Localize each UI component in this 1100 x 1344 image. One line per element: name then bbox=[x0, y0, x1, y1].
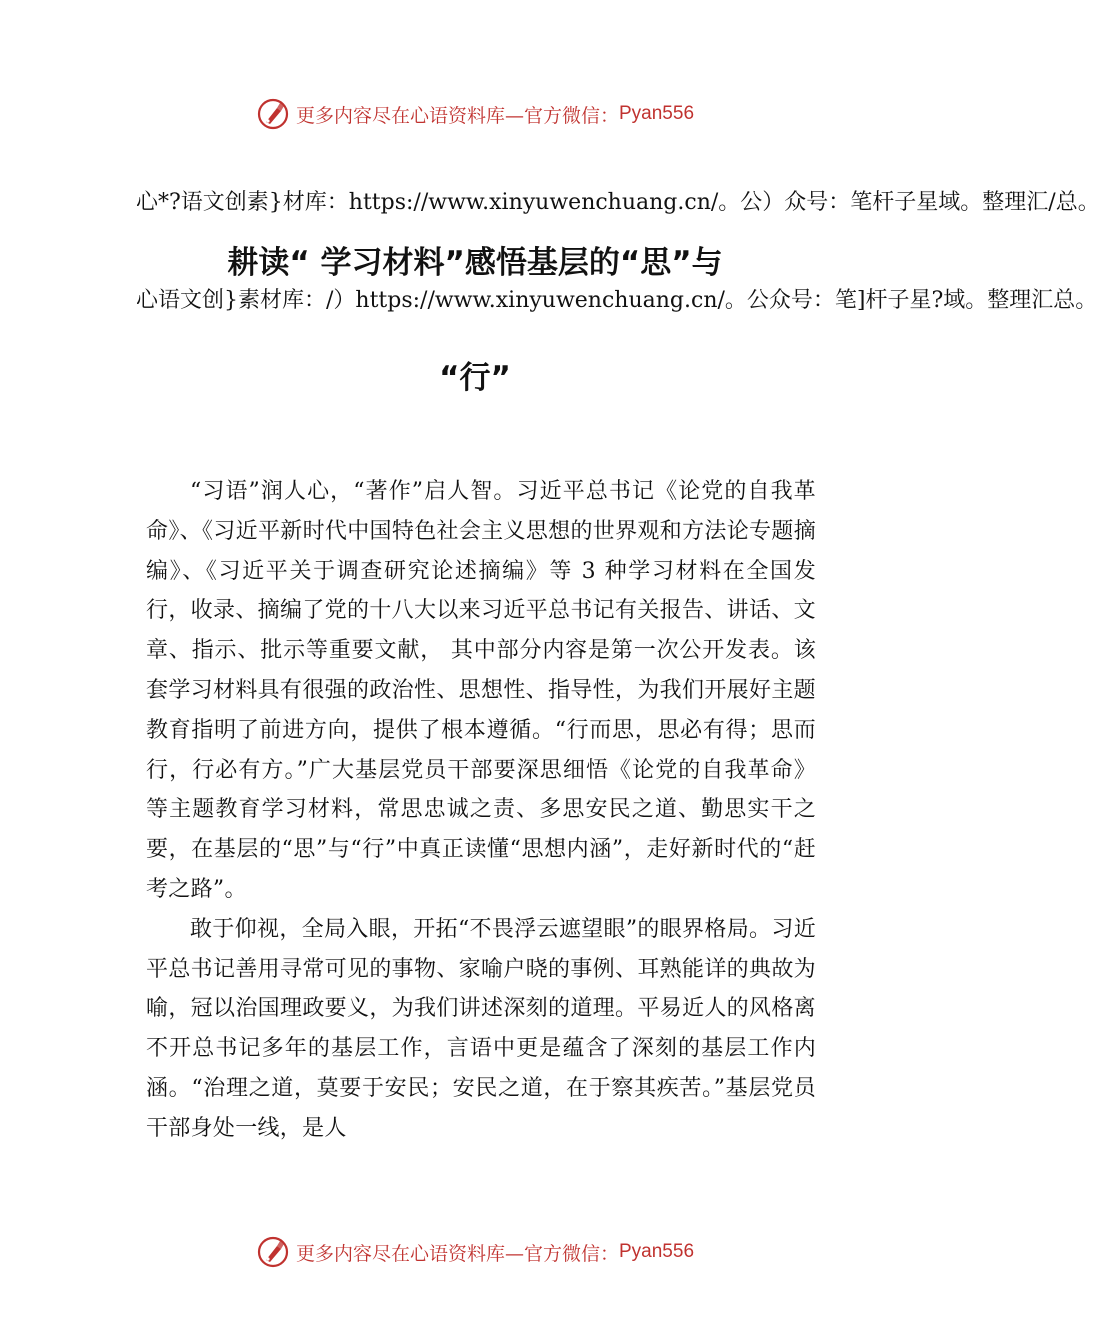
banner-text: 更多内容尽在心语资料库—官方微信： bbox=[295, 1242, 619, 1265]
document-body bbox=[146, 472, 816, 1149]
body-paragraph: 敢于仰视，全局入眼，开拓“不畏浮云遮望眼”的眼界格局。习近平总书记善用寻常可见的事物、家喻户晓的事例、耳熟能详的典故为喻，冠以治国理政要义，为我们讲述深刻的道理。平易近人的风格离不开总书记多年的基层工作，言语中更是蕴含了深刻的基层工作内涵。“治理之道，莫要于安民；安民之道，在于察其疾苦。”基层党员干部身处一线，是人 bbox=[146, 916, 816, 1141]
watermark-line: 心*?语文创素}材库：https://www.xinyuwenchuang.cn/。公）众号：笔杆子星域。整理汇/总。 bbox=[136, 190, 1100, 215]
pen-nib-logo-icon bbox=[256, 1235, 290, 1269]
footer-banner bbox=[0, 1232, 950, 1272]
body-paragraph: “习语”润人心，“著作”启人智。习近平总书记《论党的自我革命》、《习近平新时代中国特色社会主义思想的世界观和方法论专题摘编》、《习近平关于调查研究论述摘编》等 3 种学习材料在全国发行，收录、摘编了党的十八大以来习近平总书记有关报告、讲话、文章、指示、批示等重要文献， 其中部分内容是第一次公开发表。该套学习材料具有很强的政治性、思想性、指导性，为我们开展好主题教育指明了前进方向，提供了根本遵循。“行而思，思必有得；思而行，行必有方。”广大基层党员干部要深思细悟《论党的自我革命》 等主题教育学习材料，常思忠诚之责、多思安民之道、勤思实干之要，在基层的“思”与“行”中真正读懂“思想内涵”，走好新时代的“赶考之路”。 bbox=[146, 479, 816, 902]
banner-text: 更多内容尽在心语资料库—官方微信： bbox=[295, 104, 619, 127]
banner-wechat-id: Pyan556 bbox=[619, 103, 695, 124]
header-banner bbox=[0, 94, 950, 134]
document-title-line1: 耕读“ 学习材料”感悟基层的“思”与 bbox=[227, 245, 723, 281]
pen-nib-logo-icon bbox=[256, 97, 290, 131]
watermark-line: 心语文创}素材库：/）https://www.xinyuwenchuang.cn/。公众号：笔]杆子星?域。整理汇总。 bbox=[136, 288, 1098, 313]
banner-wechat-id: Pyan556 bbox=[619, 1241, 695, 1262]
document-title-line2: “行” bbox=[439, 360, 511, 396]
